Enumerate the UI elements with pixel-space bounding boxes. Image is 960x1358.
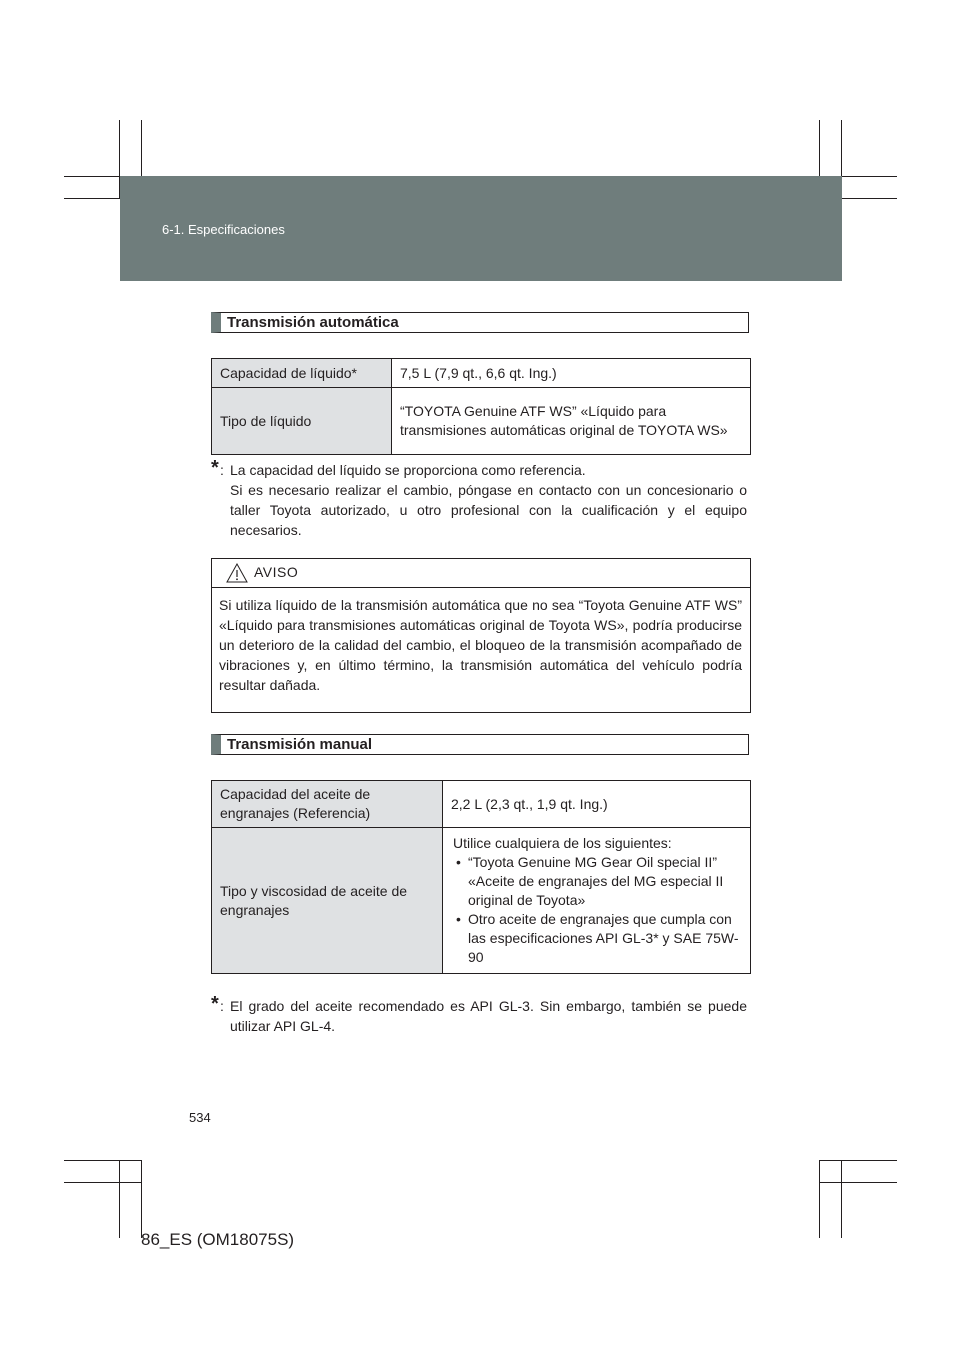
- fluid-capacity-label: Capacidad de líquido*: [212, 359, 392, 388]
- footnote-colon: :: [220, 998, 224, 1014]
- warning-text: Si utiliza líquido de la transmisión automática que no sea “Toyota Genuine ATF WS” «Líquido para transmisiones automáticas original de Toyota WS», podría producirse un deterioro de la calidad del cambio, el bloqueo de la transmisión acompañado de vibraciones y, en último término, la transmisión automática del vehículo podría resultar dañada.: [219, 597, 742, 693]
- automatic-footnote: [211, 457, 747, 540]
- crop-mark: [64, 1182, 142, 1183]
- table-row: [212, 388, 751, 455]
- footnote-text: El grado del aceite recomendado es API GL-3. Sin embargo, también se puede utilizar API GL-4.: [230, 998, 747, 1034]
- footnote-colon: :: [220, 462, 224, 478]
- footnote-asterisk: *: [211, 993, 219, 1015]
- fluid-type-value: “TOYOTA Genuine ATF WS” «Líquido para transmisiones automáticas original de TOYOTA WS»: [392, 388, 751, 455]
- warning-box: [211, 558, 751, 713]
- gear-oil-intro: Utilice cualquiera de los siguientes:: [453, 835, 672, 851]
- crop-mark: [141, 1160, 142, 1238]
- gear-oil-type-label: Tipo y viscosidad de aceite de engranajes: [212, 828, 443, 974]
- page-number: 534: [189, 1110, 211, 1125]
- gear-oil-capacity-value: 2,2 L (2,3 qt., 1,9 qt. Ing.): [443, 781, 751, 828]
- manual-transmission-heading: Transmisión manual: [211, 734, 749, 755]
- warning-title: AVISO: [254, 564, 299, 580]
- automatic-transmission-heading: Transmisión automática: [211, 312, 749, 333]
- section-header-band: [120, 176, 842, 281]
- gear-oil-option: “Toyota Genuine MG Gear Oil special II” «Aceite de engranajes del MG especial II original de Toyota»: [468, 854, 724, 908]
- list-item: [456, 853, 750, 910]
- fluid-type-label: Tipo de líquido: [212, 388, 392, 455]
- gear-oil-options: [453, 853, 750, 967]
- gear-oil-capacity-label: Capacidad del aceite de engranajes (Referencia): [212, 781, 443, 828]
- warning-triangle-icon: [226, 563, 248, 583]
- table-row: [212, 359, 751, 388]
- crop-mark: [64, 1160, 142, 1161]
- table-row: [212, 781, 751, 828]
- footnote-line: La capacidad del líquido se proporciona como referencia.: [230, 462, 586, 478]
- warning-header: [212, 559, 750, 588]
- bullet: •: [456, 911, 461, 927]
- section-label: 6-1. Especificaciones: [162, 222, 285, 237]
- crop-mark: [819, 1160, 820, 1238]
- list-item: [456, 910, 750, 967]
- document-code: 86_ES (OM18075S): [141, 1230, 295, 1249]
- crop-mark: [819, 1182, 897, 1183]
- automatic-spec-table: [211, 358, 751, 455]
- crop-mark: [819, 1160, 897, 1161]
- fluid-capacity-value: 7,5 L (7,9 qt., 6,6 qt. Ing.): [392, 359, 751, 388]
- table-row: [212, 828, 751, 974]
- gear-oil-type-value: [443, 828, 751, 974]
- footnote-asterisk: *: [211, 457, 219, 479]
- bullet: •: [456, 854, 461, 870]
- crop-mark: [119, 1160, 120, 1238]
- manual-spec-table: [211, 780, 751, 974]
- footnote-line: Si es necesario realizar el cambio, póngase en contacto con un concesionario o taller Toyota autorizado, u otro profesional con la cualificación y el equipo necesarios.: [230, 482, 747, 538]
- manual-footnote: [211, 993, 747, 1036]
- gear-oil-option: Otro aceite de engranajes que cumpla con las especificaciones API GL-3* y SAE 75W-90: [468, 911, 739, 965]
- crop-mark: [841, 1160, 842, 1238]
